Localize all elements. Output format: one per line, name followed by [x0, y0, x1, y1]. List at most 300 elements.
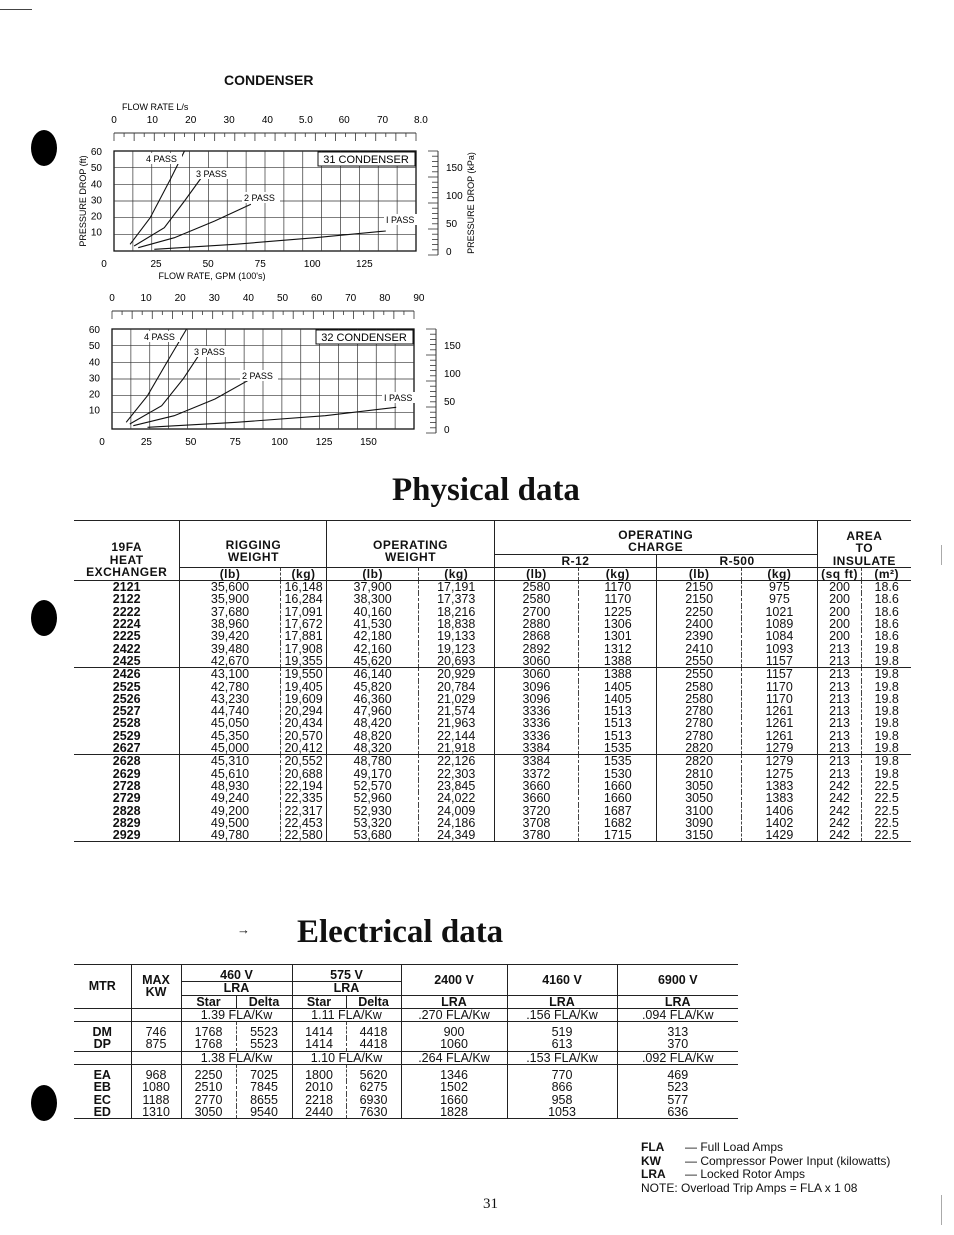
op-kg: (kg)	[418, 567, 494, 580]
condenser-title: CONDENSER	[224, 72, 314, 88]
value-cell: 1513	[579, 705, 657, 717]
value-cell: 1157	[741, 668, 817, 681]
top-tick-label: 30	[223, 115, 235, 126]
value-cell: 975	[741, 581, 817, 594]
value-cell: 45,000	[180, 742, 280, 755]
pass-label: 3 PASS	[196, 169, 227, 179]
model-cell: 2425	[74, 655, 180, 668]
bottom-tick-label: 75	[229, 437, 241, 448]
value-cell: 24,349	[418, 829, 494, 842]
page-number: 31	[483, 1196, 498, 1212]
value-cell: 770	[507, 1065, 617, 1082]
value-cell: 213	[817, 693, 862, 705]
value-cell: 1021	[741, 606, 817, 618]
model-cell: 2729	[74, 792, 180, 804]
motor-cell: EC	[74, 1094, 131, 1106]
top-tick-label: 80	[379, 293, 391, 304]
value-cell: 200	[817, 618, 862, 630]
table-row	[74, 630, 911, 642]
pass-curve	[154, 231, 385, 249]
value-cell: 21,029	[418, 693, 494, 705]
value-cell: 636	[667, 1104, 689, 1119]
value-cell: 1383	[741, 780, 817, 792]
model-cell: 2525	[74, 681, 180, 693]
value-cell: 2820	[657, 742, 742, 755]
value-cell: 20,294	[280, 705, 327, 717]
value-cell: 242	[817, 780, 862, 792]
value-cell: 19,123	[418, 643, 494, 655]
legend-lra-text: — Locked Rotor Amps	[685, 1167, 806, 1182]
value-cell: 49,200	[180, 805, 280, 817]
value-cell: 1414	[292, 1022, 346, 1039]
top-tick-label: 30	[208, 293, 220, 304]
value-cell: 519	[507, 1022, 617, 1039]
left-tick-label: 10	[90, 227, 102, 239]
table-row	[74, 717, 911, 729]
value-cell: 48,930	[180, 780, 280, 792]
top-tick-label: 40	[261, 115, 274, 126]
left-tick-label: 20	[90, 211, 102, 223]
top-tick-label: 60	[311, 293, 323, 304]
value-cell: 23,845	[418, 780, 494, 792]
value-cell: 48,820	[327, 730, 418, 742]
model-cell: 2628	[74, 755, 180, 768]
bottom-tick-label: 100	[303, 259, 321, 270]
value-cell: 1660	[579, 780, 657, 792]
value-cell: 3060	[494, 655, 579, 668]
value-cell: 213	[817, 730, 862, 742]
value-cell: 1388	[579, 655, 657, 668]
pass-curve	[138, 204, 251, 247]
value-cell: 19.8	[874, 667, 899, 682]
value-cell: 19.8	[874, 728, 899, 743]
table-row	[74, 829, 911, 842]
left-axis-label: PRESSURE DROP (ft)	[78, 155, 88, 247]
value-cell: 17,881	[280, 630, 327, 642]
bottom-tick-label: 100	[271, 437, 288, 448]
legend-kw	[641, 1155, 890, 1169]
value-cell: 53,320	[327, 817, 418, 829]
value-cell: 3150	[657, 829, 742, 842]
legend-fla	[641, 1141, 890, 1155]
lra-575: LRA	[292, 982, 401, 995]
value-cell: 22.5	[874, 791, 899, 806]
model-cell: 2224	[74, 618, 180, 630]
top-tick-label: 70	[376, 115, 389, 126]
value-cell: 1188	[131, 1094, 181, 1106]
value-cell: 1502	[401, 1081, 507, 1093]
value-cell: 24,009	[418, 805, 494, 817]
model-cell: 2828	[74, 805, 180, 817]
value-cell: 2400	[657, 618, 742, 630]
model-cell: 2929	[74, 829, 180, 842]
value-cell: 20,412	[280, 742, 327, 755]
lra-4160: LRA	[507, 995, 617, 1008]
value-cell: 22.5	[874, 815, 899, 830]
value-cell: 18.6	[874, 580, 899, 595]
value-cell: 1687	[579, 805, 657, 817]
value-cell: 975	[741, 593, 817, 605]
value-cell: 3660	[494, 792, 579, 804]
value-cell: 3100	[657, 805, 742, 817]
punch-hole-top	[31, 130, 57, 166]
value-cell: 213	[817, 742, 862, 755]
fla-cell: 1.39 FLA/Kw	[181, 1008, 292, 1021]
table-row	[74, 792, 911, 804]
top-tick-label: 50	[276, 293, 289, 304]
hx-header-l2: HEAT	[109, 552, 144, 567]
value-cell: 746	[131, 1022, 181, 1039]
value-cell: 2780	[657, 730, 742, 742]
value-cell: 52,930	[327, 805, 418, 817]
value-cell: 900	[401, 1022, 507, 1039]
value-cell: 469	[667, 1068, 689, 1083]
value-cell: 22,194	[280, 780, 327, 792]
value-cell: 2150	[657, 593, 742, 605]
value-cell: 1383	[741, 792, 817, 804]
value-cell: 1225	[579, 606, 657, 618]
value-cell: 22,144	[418, 730, 494, 742]
chart-31	[78, 102, 476, 281]
area-m2: (m²)	[874, 566, 899, 581]
table-row	[74, 668, 911, 681]
value-cell: 18,838	[418, 618, 494, 630]
value-cell: 45,620	[327, 655, 418, 668]
value-cell: 17,091	[280, 606, 327, 618]
right-tick-label: 100	[446, 191, 463, 202]
motor-cell: ED	[74, 1106, 131, 1119]
value-cell: 18.6	[874, 592, 899, 607]
value-cell: 1080	[131, 1081, 181, 1093]
blank-cell	[131, 1051, 181, 1064]
fla-cell: 1.11 FLA/Kw	[292, 1008, 401, 1021]
value-cell: 17,908	[280, 643, 327, 655]
value-cell: 1429	[741, 829, 817, 842]
value-cell: 19,355	[280, 655, 327, 668]
model-cell: 2122	[74, 593, 180, 605]
left-tick-label: 40	[88, 357, 100, 369]
value-cell: 38,960	[180, 618, 280, 630]
value-cell: 44,740	[180, 705, 280, 717]
value-cell: 19.8	[874, 704, 899, 719]
value-cell: 17,672	[280, 618, 327, 630]
value-cell: 4418	[346, 1038, 401, 1051]
area-sqft: (sq ft)	[817, 567, 862, 580]
fla-cell: .270 FLA/Kw	[401, 1008, 507, 1021]
value-cell: 2820	[657, 755, 742, 768]
value-cell: 2700	[494, 606, 579, 618]
value-cell: 1306	[579, 618, 657, 630]
bottom-tick-label: 75	[254, 259, 266, 270]
value-cell: 47,960	[327, 705, 418, 717]
value-cell: 19.8	[874, 653, 899, 668]
max-label: MAX	[142, 973, 170, 988]
value-cell: 3090	[657, 817, 742, 829]
physical-data-title: Physical data	[392, 472, 580, 508]
rigging-header	[180, 521, 327, 568]
r12-lb: (lb)	[494, 567, 579, 580]
value-cell: 3050	[181, 1106, 236, 1119]
value-cell: 1406	[741, 805, 817, 817]
value-cell: 2440	[292, 1106, 346, 1119]
value-cell: 1053	[507, 1106, 617, 1119]
area-l1: AREA	[846, 529, 883, 543]
model-cell: 2529	[74, 730, 180, 742]
left-tick-label: 50	[88, 341, 100, 353]
value-cell: 3336	[494, 717, 579, 729]
value-cell: 5523	[236, 1038, 292, 1051]
right-tick-label: 0	[446, 247, 452, 258]
model-cell: 2225	[74, 630, 180, 642]
hx-header-l3: EXCHANGER	[86, 564, 168, 579]
value-cell: 3660	[494, 780, 579, 792]
legend-lra	[641, 1168, 890, 1182]
legend-kw-text: — Compressor Power Input (kilowatts)	[685, 1153, 891, 1168]
value-cell: 17,373	[418, 593, 494, 605]
lra-2400: LRA	[401, 995, 507, 1008]
value-cell: 2580	[494, 593, 579, 605]
value-cell: 242	[817, 817, 862, 829]
pass-label: 2 PASS	[242, 371, 273, 381]
value-cell: 2580	[657, 681, 742, 693]
motor-cell: EA	[74, 1065, 131, 1082]
value-cell: 22,335	[280, 792, 327, 804]
value-cell: 866	[507, 1081, 617, 1093]
value-cell: 22.5	[874, 778, 899, 793]
value-cell: 3060	[494, 668, 579, 681]
value-cell: 3336	[494, 705, 579, 717]
value-cell: 43,100	[180, 668, 280, 681]
value-cell: 1535	[579, 755, 657, 768]
value-cell: 19.8	[874, 716, 899, 731]
v575-header: 575 V	[292, 965, 401, 982]
fla-row	[74, 1008, 738, 1021]
value-cell: 3096	[494, 693, 579, 705]
rig-lb: (lb)	[180, 567, 280, 580]
electrical-data-title: Electrical data	[297, 914, 504, 950]
value-cell: 52,960	[327, 792, 418, 804]
star-575: Star	[292, 995, 346, 1008]
value-cell: 42,180	[327, 630, 418, 642]
left-tick-label: 50	[90, 163, 102, 175]
value-cell: 41,530	[327, 618, 418, 630]
value-cell: 213	[817, 768, 862, 780]
value-cell: 1402	[741, 817, 817, 829]
model-cell: 2527	[74, 705, 180, 717]
value-cell: 18.6	[874, 604, 899, 619]
value-cell: 213	[817, 681, 862, 693]
value-cell: 24,186	[418, 817, 494, 829]
value-cell: 1535	[579, 742, 657, 755]
value-cell: 1513	[579, 717, 657, 729]
delta-460: Delta	[236, 995, 292, 1008]
value-cell: 1279	[741, 742, 817, 755]
operating-l1: OPERATING	[373, 537, 448, 552]
bottom-tick-label: 125	[356, 259, 373, 270]
value-cell: 3720	[494, 805, 579, 817]
value-cell: 1768	[181, 1022, 236, 1039]
value-cell: 8655	[236, 1094, 292, 1106]
value-cell: 20,570	[280, 730, 327, 742]
model-cell: 2627	[74, 742, 180, 755]
value-cell: 1660	[579, 792, 657, 804]
bottom-tick-label: 25	[140, 437, 152, 448]
chart-name: 31 CONDENSER	[323, 154, 409, 166]
value-cell: 6930	[346, 1094, 401, 1106]
lra-460: LRA	[181, 982, 292, 995]
left-tick-label: 20	[88, 389, 100, 401]
right-tick-label: 150	[444, 341, 461, 352]
area-l2: TO	[855, 541, 874, 556]
pass-label: 3 PASS	[194, 347, 225, 357]
table-row	[74, 1094, 738, 1106]
right-axis-label: PRESSURE DROP (kPa)	[466, 152, 476, 254]
value-cell: 20,693	[418, 655, 494, 668]
value-cell: 1157	[741, 655, 817, 668]
value-cell: 958	[507, 1094, 617, 1106]
top-tick-label: 90	[413, 293, 425, 304]
value-cell: 1682	[579, 817, 657, 829]
value-cell: 18.6	[874, 617, 899, 632]
value-cell: 24,022	[418, 792, 494, 804]
margin-mark	[941, 545, 942, 565]
value-cell: 1261	[741, 705, 817, 717]
top-tick-label: 5.0	[298, 115, 313, 126]
value-cell: 35,900	[180, 593, 280, 605]
value-cell: 45,350	[180, 730, 280, 742]
value-cell: 22,303	[418, 768, 494, 780]
bottom-tick-label: 0	[99, 437, 105, 448]
table-row	[74, 1081, 738, 1093]
value-cell: 1275	[741, 768, 817, 780]
value-cell: 20,552	[280, 755, 327, 768]
value-cell: 17,191	[418, 581, 494, 594]
charge-header	[494, 521, 817, 555]
value-cell: 19.8	[874, 741, 899, 756]
mtr-header: MTR	[74, 965, 131, 1009]
right-tick-label: 50	[444, 397, 456, 408]
value-cell: 213	[817, 655, 862, 668]
pass-label: I PASS	[384, 393, 413, 403]
physical-data-table	[74, 520, 911, 842]
value-cell: 3372	[494, 768, 579, 780]
value-cell: 22.5	[874, 828, 899, 843]
value-cell: 5523	[236, 1022, 292, 1039]
v4160-header: 4160 V	[507, 965, 617, 996]
r500-lb: (lb)	[657, 567, 742, 580]
value-cell: 37,900	[327, 581, 418, 594]
value-cell: 22.5	[874, 803, 899, 818]
value-cell: 1388	[579, 668, 657, 681]
value-cell: 2780	[657, 705, 742, 717]
model-cell: 2528	[74, 717, 180, 729]
value-cell: 1715	[579, 829, 657, 842]
table-row	[74, 805, 911, 817]
value-cell: 2010	[292, 1081, 346, 1093]
left-tick-label: 60	[90, 147, 102, 158]
v6900-header: 6900 V	[657, 972, 698, 987]
value-cell: 2880	[494, 618, 579, 630]
pass-label: 2 PASS	[244, 193, 275, 203]
value-cell: 1414	[292, 1038, 346, 1051]
value-cell: 16,284	[280, 593, 327, 605]
value-cell: 20,784	[418, 681, 494, 693]
value-cell: 46,360	[327, 693, 418, 705]
rigging-l2: WEIGHT	[227, 549, 279, 564]
value-cell: 7845	[236, 1081, 292, 1093]
pass-label: 4 PASS	[144, 332, 175, 342]
left-tick-label: 10	[88, 405, 100, 417]
value-cell: 7025	[236, 1065, 292, 1082]
value-cell: 1301	[579, 630, 657, 642]
pass-curve	[130, 352, 201, 424]
top-tick-label: 70	[345, 293, 357, 304]
value-cell: 52,570	[327, 780, 418, 792]
punch-hole-middle	[31, 600, 57, 636]
fla-cell: .092 FLA/Kw	[641, 1050, 714, 1065]
value-cell: 2580	[494, 581, 579, 594]
value-cell: 2550	[657, 668, 742, 681]
bottom-tick-label: 50	[202, 259, 214, 270]
value-cell: 39,480	[180, 643, 280, 655]
legend-fla-text: — Full Load Amps	[685, 1140, 784, 1154]
chart-32	[89, 293, 461, 448]
fla-cell: 1.10 FLA/Kw	[292, 1051, 401, 1064]
arrow-mark: →	[237, 922, 250, 937]
value-cell: 19,609	[280, 693, 327, 705]
bottom-tick-label: 150	[360, 437, 377, 448]
value-cell: 1170	[741, 681, 817, 693]
value-cell: 1530	[579, 768, 657, 780]
value-cell: 35,600	[180, 581, 280, 594]
left-tick-label: 30	[88, 373, 100, 385]
value-cell: 37,680	[180, 606, 280, 618]
value-cell: 2250	[657, 606, 742, 618]
value-cell: 1170	[579, 593, 657, 605]
kw-label: KW	[145, 985, 167, 1000]
value-cell: 45,610	[180, 768, 280, 780]
left-tick-label: 30	[90, 195, 102, 207]
value-cell: 5620	[346, 1065, 401, 1082]
punch-hole-bottom	[31, 1085, 57, 1121]
model-cell: 2629	[74, 768, 180, 780]
bottom-tick-label: 125	[315, 437, 333, 448]
v460-header: 460 V	[181, 965, 292, 982]
value-cell: 1768	[181, 1038, 236, 1051]
right-tick-label: 50	[446, 219, 458, 230]
r500-kg: (kg)	[741, 567, 817, 580]
value-cell: 22,580	[280, 829, 327, 842]
value-cell: 200	[817, 606, 862, 618]
value-cell: 213	[817, 668, 862, 681]
hx-header-l1: 19FA	[111, 540, 143, 555]
value-cell: 2868	[494, 630, 579, 642]
value-cell: 1660	[401, 1094, 507, 1106]
model-cell: 2422	[74, 643, 180, 655]
value-cell: 16,148	[280, 581, 327, 594]
value-cell: 22,317	[280, 805, 327, 817]
value-cell: 20,434	[280, 717, 327, 729]
electrical-data-table	[74, 964, 738, 1119]
margin-mark	[941, 1195, 942, 1225]
value-cell: 48,320	[327, 742, 418, 755]
value-cell: 19.8	[874, 754, 899, 769]
value-cell: 6275	[346, 1081, 401, 1093]
fla-row	[74, 1051, 738, 1064]
value-cell: 213	[817, 705, 862, 717]
value-cell: 3050	[657, 780, 742, 792]
value-cell: 213	[817, 755, 862, 768]
